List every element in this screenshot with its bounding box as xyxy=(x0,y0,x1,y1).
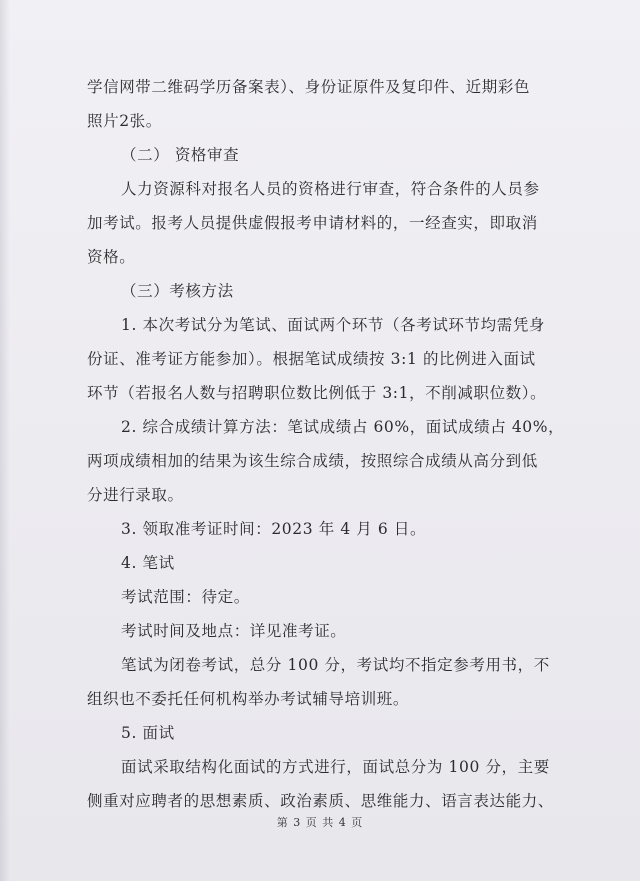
subsection-heading: 5. 面试 xyxy=(121,724,175,742)
paragraph-line: 1. 本次考试分为笔试、面试两个环节（各考试环节均需凭身 xyxy=(121,316,546,334)
paragraph-line: 环节（若报名人数与招聘职位数比例低于 3:1，不削减职位数）。 xyxy=(87,384,547,402)
paragraph-line: 笔试为闭卷考试，总分 100 分，考试均不指定参考用书，不 xyxy=(121,656,550,674)
section-heading: （二） 资格审查 xyxy=(121,146,240,164)
section-heading: （三）考核方法 xyxy=(121,282,234,300)
paragraph-line: 考试范围：待定。 xyxy=(121,588,250,606)
paragraph-line: 2. 综合成绩计算方法：笔试成绩占 60%，面试成绩占 40%， xyxy=(121,418,565,436)
paragraph-line: 组织也不委托任何机构举办考试辅导培训班。 xyxy=(87,690,410,708)
paragraph-line: 加考试。报考人员提供虚假报考申请材料的，一经查实，即取消 xyxy=(87,214,538,232)
paragraph-line: 分进行录取。 xyxy=(87,486,184,504)
paragraph-line: 侧重对应聘者的思想素质、政治素质、思维能力、语言表达能力、 xyxy=(87,792,554,810)
paragraph-line: 人力资源科对报名人员的资格进行审查，符合条件的人员参 xyxy=(121,180,540,198)
paragraph-line: 份证、准考证方能参加）。根据笔试成绩按 3:1 的比例进入面试 xyxy=(87,350,536,368)
paragraph-line: 两项成绩相加的结果为该生综合成绩，按照综合成绩从高分到低 xyxy=(87,452,538,470)
subsection-heading: 4. 笔试 xyxy=(121,554,175,572)
paragraph-line: 3. 领取准考证时间：2023 年 4 月 6 日。 xyxy=(121,520,427,538)
paragraph-line: 资格。 xyxy=(87,248,136,266)
paragraph-line: 学信网带二维码学历备案表）、身份证原件及复印件、近期彩色 xyxy=(87,78,531,96)
paragraph-line: 考试时间及地点：详见准考证。 xyxy=(121,622,347,640)
paragraph-line: 照片2张。 xyxy=(87,112,162,130)
page-footer: 第 3 页 共 4 页 xyxy=(276,816,364,829)
page-edge-shadow xyxy=(0,0,10,881)
paragraph-line: 面试采取结构化面试的方式进行，面试总分为 100 分，主要 xyxy=(121,758,550,776)
